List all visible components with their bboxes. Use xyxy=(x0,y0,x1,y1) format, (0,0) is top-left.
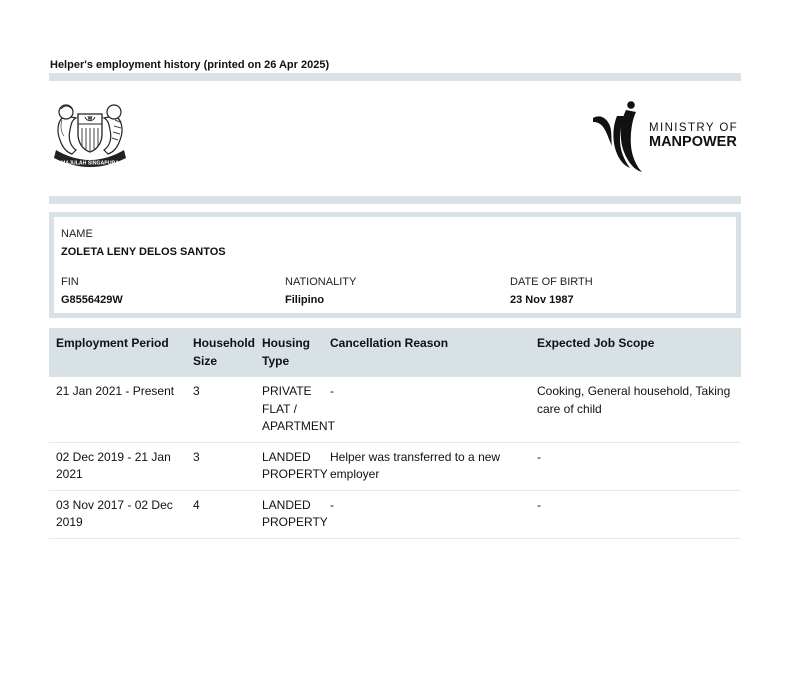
table-header-row xyxy=(49,328,741,377)
employment-period-cell: 03 Nov 2017 - 02 Dec 2019 xyxy=(49,490,190,538)
housing-type-cell: LANDED PROPERTY xyxy=(259,490,328,538)
name-value: ZOLETA LENY DELOS SANTOS xyxy=(61,246,226,258)
header-employment-period: Employment Period xyxy=(49,328,190,377)
employment-history-table xyxy=(49,328,741,539)
housing-type-cell: PRIVATE FLAT / APARTMENT xyxy=(259,377,328,442)
date-of-birth-label: DATE OF BIRTH xyxy=(510,276,593,288)
cancellation-reason-cell: Helper was transferred to a new employer xyxy=(328,442,535,490)
helper-details-box xyxy=(49,212,741,318)
document-title: Helper's employment history (printed on 26 Apr 2025) xyxy=(50,59,330,71)
employment-period-cell: 21 Jan 2021 - Present xyxy=(49,377,190,442)
nationality-label: NATIONALITY xyxy=(285,276,357,288)
fin-label: FIN xyxy=(61,276,79,288)
housing-type-cell: LANDED PROPERTY xyxy=(259,442,328,490)
job-scope-cell: Cooking, General household, Taking care of child xyxy=(535,377,741,442)
job-scope-cell: - xyxy=(535,442,741,490)
logo-line-manpower: MANPOWER xyxy=(649,134,737,150)
job-scope-cell: - xyxy=(535,490,741,538)
header-cancellation-reason: Cancellation Reason xyxy=(328,328,535,377)
logo-line-ministry: MINISTRY OF xyxy=(649,122,739,134)
header-expected-job-scope: Expected Job Scope xyxy=(535,328,741,377)
table-row xyxy=(49,442,741,490)
header-household-size: Household Size xyxy=(190,328,259,377)
cancellation-reason-cell: - xyxy=(328,490,535,538)
household-size-cell: 3 xyxy=(190,377,259,442)
table-row xyxy=(49,377,741,442)
header-housing-type: Housing Type xyxy=(259,328,328,377)
crest-motto: MAJULAH SINGAPURA xyxy=(61,160,119,167)
employment-period-cell: 02 Dec 2019 - 21 Jan 2021 xyxy=(49,442,190,490)
fin-value: G8556429W xyxy=(61,294,123,306)
name-label: NAME xyxy=(61,228,93,240)
singapore-crest-logo xyxy=(52,100,128,168)
table-row xyxy=(49,490,741,538)
header-divider-bottom xyxy=(49,196,741,204)
nationality-value: Filipino xyxy=(285,294,325,306)
ministry-of-manpower-logo xyxy=(590,100,742,174)
household-size-cell: 3 xyxy=(190,442,259,490)
household-size-cell: 4 xyxy=(190,490,259,538)
date-of-birth-value: 23 Nov 1987 xyxy=(510,294,574,306)
cancellation-reason-cell: - xyxy=(328,377,535,442)
header-divider-top xyxy=(49,73,741,81)
